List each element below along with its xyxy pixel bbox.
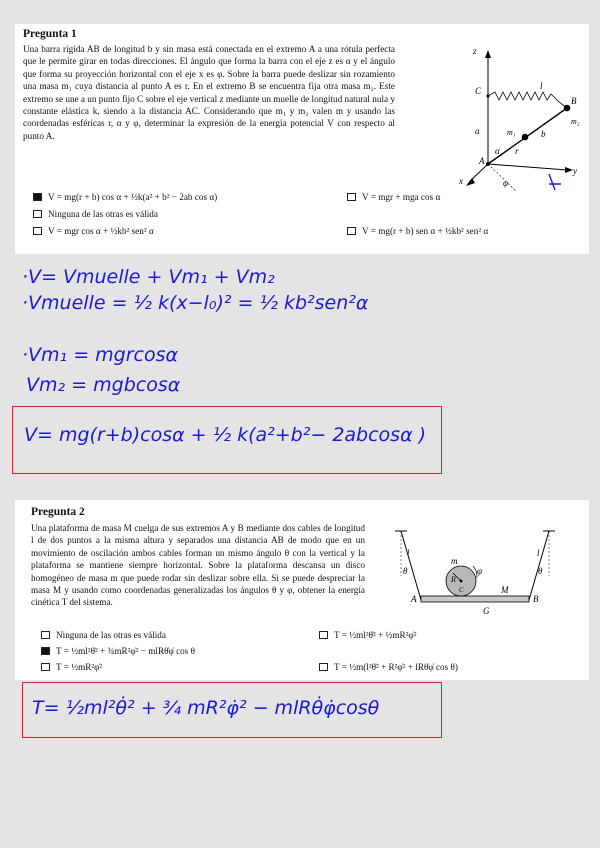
q1-option-5[interactable] — [347, 226, 488, 236]
handwritten-line-1: ·V= Vmuelle + Vm₁ + Vm₂ — [22, 266, 275, 288]
q2-option-3[interactable] — [41, 646, 195, 656]
checkbox-checked-icon[interactable] — [33, 193, 42, 201]
question-2-card — [15, 500, 589, 680]
figure-label-theta-left: θ — [403, 566, 408, 576]
q2-option-5[interactable] — [319, 662, 458, 672]
question-1-title: Pregunta 1 — [23, 28, 77, 40]
handwritten-answer-2: T= ½ml²θ̇² + ¾ mR²φ̇² − mlRθ̇φ̇cosθ — [32, 697, 380, 719]
figure-label-m-platform: M — [501, 585, 509, 595]
figure-label-m1: m₁ — [507, 128, 516, 137]
q2-option-2-label: T = ½ml²θ̇² + ½mR²φ̇² — [334, 630, 417, 640]
handwritten-mark — [549, 174, 561, 190]
q2-option-3-label: T = ½ml²θ̇² + ¾mR²φ̇² − mlRθ̇φ̇ cos θ — [56, 646, 196, 656]
figure-label-y: y — [573, 166, 577, 176]
q2-option-1-label: Ninguna de las otras es válida — [56, 630, 166, 640]
checkbox-icon[interactable] — [319, 631, 328, 639]
checkbox-icon[interactable] — [41, 631, 50, 639]
checkbox-icon[interactable] — [33, 227, 42, 235]
q1-option-5-label: V = mg(r + b) sen α + ½kb² sen² α — [362, 226, 489, 236]
figure-label-a: A — [411, 594, 417, 604]
figure-label-z: z — [473, 46, 477, 56]
figure-label-g: G — [483, 606, 490, 616]
figure-label-m2: m₂ — [571, 117, 580, 126]
question-2-figure — [395, 528, 565, 624]
figure-label-c: C — [475, 86, 482, 96]
q2-option-2[interactable] — [319, 630, 416, 640]
figure-label-x: x — [459, 176, 463, 186]
figure-label-a: a — [475, 126, 480, 136]
handwritten-line-4: Vm₂ = mgbcosα — [26, 374, 181, 396]
question-1-figure — [455, 42, 589, 192]
figure-label-theta-right: θ — [538, 566, 543, 576]
question-2-statement: Una plataforma de masa M cuelga de sus extremos A y B mediante dos cables de longitud l de dos puntos a la misma altura y separados una distancia AB de modo que en un movimiento de oscilación ambos cables forman un mismo ángulo θ con la vertical y la plataforma se mantiene siempre horizontal. Sobre la plataforma descansa un disco homogéneo de masa m que puede rodar sin deslizar sobre ella. Si se puede despreciar la masa M y usando como coordenadas generalizadas los ángulos θ y φ, obtener la energía cinética T del sistema. — [31, 523, 365, 608]
checkbox-icon[interactable] — [347, 227, 356, 235]
figure-label-l-left: l — [407, 548, 410, 558]
handwritten-line-2: ·Vmuelle = ½ k(x−l₀)² = ½ kb²sen²α — [22, 292, 369, 314]
q1-option-4[interactable] — [33, 226, 154, 236]
q1-option-3-label: Ninguna de las otras es válida — [48, 209, 158, 219]
figure-label-phi: φ — [477, 566, 482, 576]
checkbox-icon[interactable] — [33, 210, 42, 218]
q1-option-3[interactable] — [33, 209, 158, 219]
q1-option-1-label: V = mg(r + b) cos α + ½k(a² + b² − 2ab cos α) — [48, 192, 218, 202]
figure-label-b: b — [541, 129, 546, 139]
checkbox-icon[interactable] — [347, 193, 356, 201]
handwritten-answer-1: V= mg(r+b)cosα + ½ k(a²+b²− 2abcosα ) — [24, 424, 427, 446]
handwritten-line-3: ·Vm₁ = mgrcosα — [22, 344, 179, 366]
q1-option-2[interactable] — [347, 192, 440, 202]
q2-option-5-label: T = ½m(l²θ̇² + R²φ̇² + lRθ̇φ̇ cos θ) — [334, 662, 458, 672]
q2-option-1[interactable] — [41, 630, 166, 640]
figure-label-r: r — [515, 146, 519, 156]
q2-option-4[interactable] — [41, 662, 102, 672]
q1-option-2-label: V = mgr + mga cos α — [362, 192, 441, 202]
question-1-statement: Una barra rígida AB de longitud b y sin masa está conectada en el extremo A a una rótula perfecta que le permite girar en todas direcciones. El ángulo que forma la barra con el eje z es α y el ángulo que forma su proyección horizontal con el eje x es φ. Sobre la barra puede deslizar sin rozamiento una masa m₁ cuya distancia al punto A es r. En el extremo B se encuentra fija otra masa m₂. Este extremo se une a un punto fijo C sobre el eje vertical z mediante un muelle de longitud natural nula y constante elástica k, siendo a la distancia AC. Considerando que m₁ y m₂ valen m y usando las coordenadas esféricas r, α y φ, determinar la expresión de la energía potencial V con respecto al punto A. — [23, 44, 395, 141]
question-2-title: Pregunta 2 — [31, 506, 85, 518]
figure-label-a-point: A — [479, 156, 485, 166]
figure-label-m: m — [451, 556, 458, 566]
q2-option-4-label: T = ½mR²φ̇² — [56, 662, 103, 672]
figure-label-b: B — [533, 594, 539, 604]
figure-label-phi: φ — [503, 178, 508, 188]
checkbox-icon[interactable] — [319, 663, 328, 671]
figure-label-c: C — [459, 586, 464, 594]
figure-label-l-right: l — [537, 548, 540, 558]
checkbox-checked-icon[interactable] — [41, 647, 50, 655]
q1-option-4-label: V = mgr cos α + ½kb² sen² α — [48, 226, 154, 236]
figure-label-b-point: B — [571, 96, 577, 106]
checkbox-icon[interactable] — [41, 663, 50, 671]
figure-label-alpha: α — [495, 146, 500, 156]
figure-label-r: R — [451, 575, 456, 584]
figure-label-l: l — [540, 81, 543, 91]
question-1-card — [15, 24, 589, 254]
q1-option-1[interactable] — [33, 192, 217, 202]
